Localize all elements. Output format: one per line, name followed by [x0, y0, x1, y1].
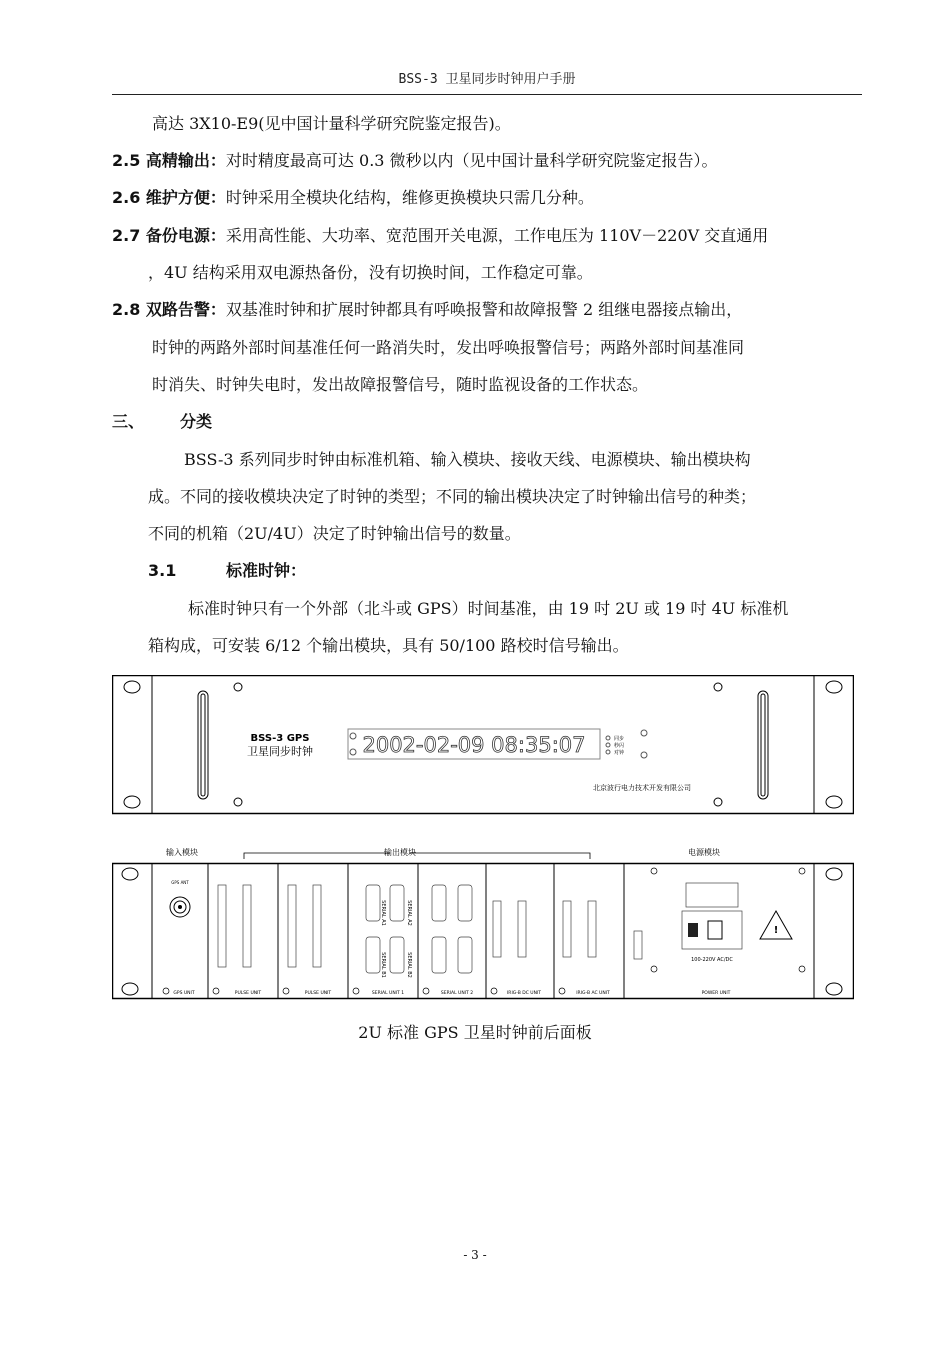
unit-label: IRIG-B AC UNIT	[576, 991, 610, 996]
device-name: 卫星同步时钟	[247, 745, 313, 758]
serial-label: SERIAL B1	[380, 952, 386, 978]
rear-panel-figure	[112, 843, 854, 1003]
text-line: 成。不同的接收模块决定了时钟的类型；不同的输出模块决定了时钟输出信号的种类；	[148, 487, 757, 506]
power-voltage: 100-220V AC/DC	[691, 957, 733, 963]
time-display: 2002-02-09 08:35:07	[362, 733, 586, 757]
antenna-label: GPS ANT	[171, 880, 189, 885]
serial-label: SERIAL B2	[406, 952, 412, 978]
indicator-label: 同步	[614, 736, 625, 742]
unit-label: SERIAL UNIT 2	[440, 991, 474, 996]
section-3-heading: 三、 分类	[112, 412, 213, 431]
text-line: 标准时钟只有一个外部（北斗或 GPS）时间基准，由 19 吋 2U 或 19 吋 4U 标准机	[188, 599, 789, 618]
figure-caption: 2U 标准 GPS 卫星时钟前后面板	[358, 1023, 592, 1042]
company-name: 北京波行电力技术开发有限公司	[593, 784, 691, 792]
unit-label: SERIAL UNIT 1	[371, 991, 405, 996]
unit-label: POWER UNIT	[701, 991, 731, 996]
group-label: 输出模块	[384, 848, 416, 857]
subsection-3-1: 3.1 标准时钟：	[148, 561, 307, 580]
section-2-5: 2.5 高精输出：对时精度最高可达 0.3 微秒以内（见中国计量科学研究院鉴定报告）。	[112, 151, 718, 170]
text-line: 不同的机箱（2U/4U）决定了时钟输出信号的数量。	[148, 524, 521, 543]
section-2-7: 2.7 备份电源：采用高性能、大功率、宽范围开关电源，工作电压为 110V－220V 交直通用	[112, 226, 769, 245]
page-header: BSS-3 卫星同步时钟用户手册	[112, 68, 862, 95]
indicator-label: 对钟	[614, 750, 625, 756]
section-2-8: 2.8 双路告警：双基准时钟和扩展时钟都具有呼唤报警和故障报警 2 组继电器接点输出，	[112, 300, 743, 319]
text-line: 高达 3X10-E9(见中国计量科学研究院鉴定报告)。	[152, 114, 511, 133]
section-2-6: 2.6 维护方便：时钟采用全模块化结构，维修更换模块只需几分种。	[112, 188, 594, 207]
front-panel-figure	[112, 675, 854, 815]
indicator-label: 秒闪	[614, 743, 625, 749]
model-label: BSS-3 GPS	[250, 733, 310, 744]
unit-label: PULSE UNIT	[234, 991, 262, 996]
unit-label: IRIG-B DC UNIT	[506, 991, 542, 996]
svg-text:!: !	[773, 925, 779, 936]
group-label: 输入模块	[166, 848, 198, 857]
text-line: BSS-3 系列同步时钟由标准机箱、输入模块、接收天线、电源模块、输出模块构	[184, 450, 751, 469]
serial-label: SERIAL A2	[406, 900, 412, 926]
serial-label: SERIAL A1	[380, 900, 386, 926]
unit-label: GPS UNIT	[173, 991, 195, 996]
text-line: 时钟的两路外部时间基准任何一路消失时，发出呼唤报警信号；两路外部时间基准同	[152, 338, 745, 357]
page-number: - 3 -	[463, 1248, 487, 1262]
unit-label: PULSE UNIT	[304, 991, 332, 996]
text-line: 时消失、时钟失电时，发出故障报警信号，随时监视设备的工作状态。	[152, 375, 649, 394]
group-label: 电源模块	[688, 848, 720, 857]
text-line: 箱构成，可安装 6/12 个输出模块，具有 50/100 路校时信号输出。	[148, 636, 629, 655]
text-line: ，4U 结构采用双电源热备份，没有切换时间，工作稳定可靠。	[148, 263, 593, 282]
